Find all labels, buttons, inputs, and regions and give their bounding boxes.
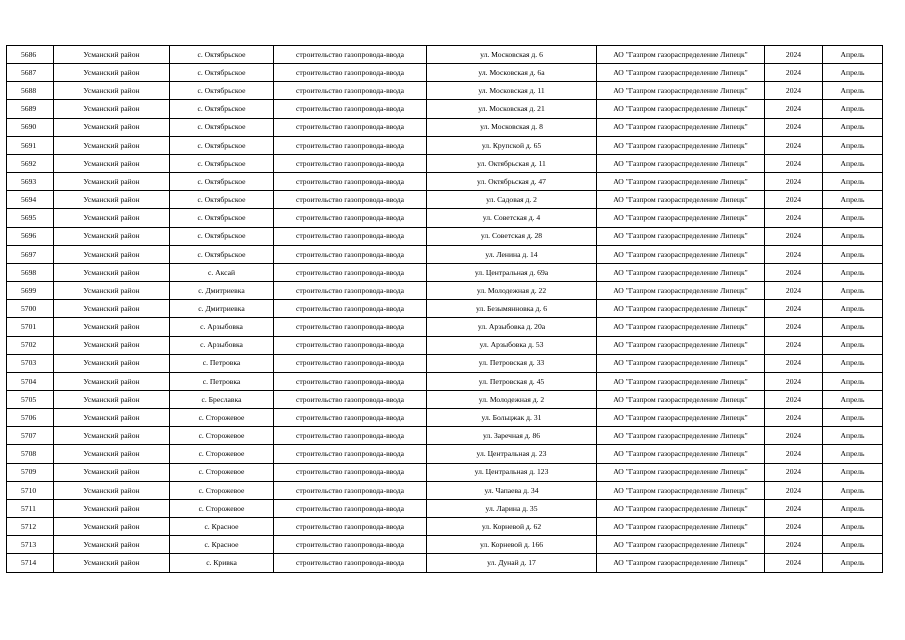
cell-district: Усманский район xyxy=(54,409,170,427)
cell-organization: АО "Газпром газораспределение Липецк" xyxy=(597,227,765,245)
cell-year: 2024 xyxy=(765,154,823,172)
cell-settlement: с. Октябрьское xyxy=(170,64,274,82)
cell-settlement: с. Дмитриевка xyxy=(170,282,274,300)
cell-year: 2024 xyxy=(765,409,823,427)
cell-organization: АО "Газпром газораспределение Липецк" xyxy=(597,427,765,445)
cell-address: ул. Московская д. 8 xyxy=(427,118,597,136)
cell-district: Усманский район xyxy=(54,463,170,481)
cell-district: Усманский район xyxy=(54,300,170,318)
table-row xyxy=(7,191,883,209)
cell-settlement: с. Октябрьское xyxy=(170,136,274,154)
cell-settlement: с. Петровка xyxy=(170,354,274,372)
table-row xyxy=(7,173,883,191)
table-row xyxy=(7,263,883,281)
cell-year: 2024 xyxy=(765,300,823,318)
cell-address: ул. Октябрьская д. 11 xyxy=(427,154,597,172)
cell-number: 5696 xyxy=(7,227,54,245)
cell-work-type: строительство газопровода-ввода xyxy=(274,318,427,336)
cell-month: Апрель xyxy=(823,390,883,408)
cell-district: Усманский район xyxy=(54,445,170,463)
cell-month: Апрель xyxy=(823,263,883,281)
cell-district: Усманский район xyxy=(54,518,170,536)
cell-month: Апрель xyxy=(823,481,883,499)
cell-number: 5692 xyxy=(7,154,54,172)
cell-year: 2024 xyxy=(765,263,823,281)
cell-number: 5701 xyxy=(7,318,54,336)
cell-year: 2024 xyxy=(765,82,823,100)
cell-number: 5690 xyxy=(7,118,54,136)
cell-district: Усманский район xyxy=(54,118,170,136)
cell-settlement: с. Сторожевое xyxy=(170,481,274,499)
table-row xyxy=(7,282,883,300)
table-row xyxy=(7,227,883,245)
table-row xyxy=(7,518,883,536)
cell-number: 5691 xyxy=(7,136,54,154)
cell-year: 2024 xyxy=(765,100,823,118)
cell-number: 5689 xyxy=(7,100,54,118)
cell-settlement: с. Красное xyxy=(170,536,274,554)
cell-number: 5705 xyxy=(7,390,54,408)
cell-year: 2024 xyxy=(765,282,823,300)
cell-settlement: с. Сторожевое xyxy=(170,427,274,445)
cell-organization: АО "Газпром газораспределение Липецк" xyxy=(597,173,765,191)
cell-organization: АО "Газпром газораспределение Липецк" xyxy=(597,463,765,481)
cell-number: 5710 xyxy=(7,481,54,499)
cell-address: ул. Московская д. 21 xyxy=(427,100,597,118)
cell-settlement: с. Бреславка xyxy=(170,390,274,408)
cell-settlement: с. Октябрьское xyxy=(170,209,274,227)
cell-work-type: строительство газопровода-ввода xyxy=(274,390,427,408)
cell-month: Апрель xyxy=(823,282,883,300)
table-body xyxy=(7,46,883,573)
cell-address: ул. Петровская д. 33 xyxy=(427,354,597,372)
cell-year: 2024 xyxy=(765,336,823,354)
cell-number: 5699 xyxy=(7,282,54,300)
table-row xyxy=(7,154,883,172)
cell-work-type: строительство газопровода-ввода xyxy=(274,173,427,191)
cell-address: ул. Петровская д. 45 xyxy=(427,372,597,390)
cell-year: 2024 xyxy=(765,136,823,154)
cell-year: 2024 xyxy=(765,173,823,191)
cell-work-type: строительство газопровода-ввода xyxy=(274,154,427,172)
cell-address: ул. Арзыбовка д. 53 xyxy=(427,336,597,354)
cell-address: ул. Молодежная д. 2 xyxy=(427,390,597,408)
cell-address: ул. Крупской д. 65 xyxy=(427,136,597,154)
table-row xyxy=(7,354,883,372)
cell-month: Апрель xyxy=(823,209,883,227)
cell-organization: АО "Газпром газораспределение Липецк" xyxy=(597,336,765,354)
cell-year: 2024 xyxy=(765,518,823,536)
cell-settlement: с. Октябрьское xyxy=(170,118,274,136)
cell-district: Усманский район xyxy=(54,82,170,100)
table-row xyxy=(7,372,883,390)
table-row xyxy=(7,46,883,64)
cell-number: 5694 xyxy=(7,191,54,209)
cell-settlement: с. Сторожевое xyxy=(170,409,274,427)
cell-district: Усманский район xyxy=(54,499,170,517)
cell-district: Усманский район xyxy=(54,336,170,354)
cell-organization: АО "Газпром газораспределение Липецк" xyxy=(597,282,765,300)
cell-year: 2024 xyxy=(765,463,823,481)
cell-year: 2024 xyxy=(765,118,823,136)
cell-work-type: строительство газопровода-ввода xyxy=(274,354,427,372)
cell-year: 2024 xyxy=(765,427,823,445)
cell-work-type: строительство газопровода-ввода xyxy=(274,499,427,517)
cell-work-type: строительство газопровода-ввода xyxy=(274,245,427,263)
cell-address: ул. Арзыбовка д. 20а xyxy=(427,318,597,336)
cell-year: 2024 xyxy=(765,372,823,390)
cell-organization: АО "Газпром газораспределение Липецк" xyxy=(597,82,765,100)
cell-address: ул. Садовая д. 2 xyxy=(427,191,597,209)
cell-number: 5714 xyxy=(7,554,54,572)
cell-year: 2024 xyxy=(765,64,823,82)
cell-settlement: с. Октябрьское xyxy=(170,191,274,209)
cell-month: Апрель xyxy=(823,445,883,463)
cell-work-type: строительство газопровода-ввода xyxy=(274,518,427,536)
cell-number: 5700 xyxy=(7,300,54,318)
cell-month: Апрель xyxy=(823,82,883,100)
cell-settlement: с. Красное xyxy=(170,518,274,536)
cell-settlement: с. Октябрьское xyxy=(170,46,274,64)
cell-district: Усманский район xyxy=(54,282,170,300)
table-row xyxy=(7,82,883,100)
cell-address: ул. Корневой д. 62 xyxy=(427,518,597,536)
cell-settlement: с. Арзыбовка xyxy=(170,336,274,354)
cell-number: 5713 xyxy=(7,536,54,554)
cell-number: 5704 xyxy=(7,372,54,390)
cell-year: 2024 xyxy=(765,354,823,372)
cell-work-type: строительство газопровода-ввода xyxy=(274,445,427,463)
cell-month: Апрель xyxy=(823,191,883,209)
cell-district: Усманский район xyxy=(54,227,170,245)
cell-work-type: строительство газопровода-ввода xyxy=(274,554,427,572)
cell-address: ул. Ленина д. 14 xyxy=(427,245,597,263)
cell-work-type: строительство газопровода-ввода xyxy=(274,372,427,390)
cell-district: Усманский район xyxy=(54,318,170,336)
cell-year: 2024 xyxy=(765,499,823,517)
cell-organization: АО "Газпром газораспределение Липецк" xyxy=(597,318,765,336)
cell-number: 5698 xyxy=(7,263,54,281)
cell-address: ул. Безымянновка д. 6 xyxy=(427,300,597,318)
cell-address: ул. Больцжак д. 31 xyxy=(427,409,597,427)
cell-month: Апрель xyxy=(823,409,883,427)
cell-month: Апрель xyxy=(823,554,883,572)
cell-month: Апрель xyxy=(823,136,883,154)
cell-number: 5702 xyxy=(7,336,54,354)
cell-district: Усманский район xyxy=(54,100,170,118)
cell-address: ул. Чапаева д. 34 xyxy=(427,481,597,499)
cell-year: 2024 xyxy=(765,481,823,499)
cell-organization: АО "Газпром газораспределение Липецк" xyxy=(597,481,765,499)
cell-address: ул. Московская д. 6 xyxy=(427,46,597,64)
cell-settlement: с. Октябрьское xyxy=(170,82,274,100)
cell-work-type: строительство газопровода-ввода xyxy=(274,64,427,82)
cell-work-type: строительство газопровода-ввода xyxy=(274,536,427,554)
cell-month: Апрель xyxy=(823,499,883,517)
table-row xyxy=(7,300,883,318)
cell-work-type: строительство газопровода-ввода xyxy=(274,46,427,64)
cell-district: Усманский район xyxy=(54,263,170,281)
cell-organization: АО "Газпром газораспределение Липецк" xyxy=(597,100,765,118)
cell-work-type: строительство газопровода-ввода xyxy=(274,282,427,300)
cell-work-type: строительство газопровода-ввода xyxy=(274,336,427,354)
table-row xyxy=(7,409,883,427)
cell-settlement: с. Сторожевое xyxy=(170,445,274,463)
cell-number: 5693 xyxy=(7,173,54,191)
cell-organization: АО "Газпром газораспределение Липецк" xyxy=(597,445,765,463)
cell-work-type: строительство газопровода-ввода xyxy=(274,427,427,445)
cell-month: Апрель xyxy=(823,427,883,445)
cell-number: 5707 xyxy=(7,427,54,445)
cell-address: ул. Московская д. 11 xyxy=(427,82,597,100)
cell-month: Апрель xyxy=(823,518,883,536)
cell-address: ул. Дунай д. 17 xyxy=(427,554,597,572)
cell-settlement: с. Аксай xyxy=(170,263,274,281)
gas-works-table xyxy=(6,45,883,573)
cell-number: 5695 xyxy=(7,209,54,227)
cell-district: Усманский район xyxy=(54,46,170,64)
cell-address: ул. Заречная д. 86 xyxy=(427,427,597,445)
cell-number: 5703 xyxy=(7,354,54,372)
cell-district: Усманский район xyxy=(54,64,170,82)
cell-number: 5709 xyxy=(7,463,54,481)
cell-organization: АО "Газпром газораспределение Липецк" xyxy=(597,499,765,517)
cell-organization: АО "Газпром газораспределение Липецк" xyxy=(597,300,765,318)
cell-month: Апрель xyxy=(823,318,883,336)
cell-district: Усманский район xyxy=(54,154,170,172)
cell-address: ул. Октябрьская д. 47 xyxy=(427,173,597,191)
cell-address: ул. Центральная д. 69а xyxy=(427,263,597,281)
cell-work-type: строительство газопровода-ввода xyxy=(274,136,427,154)
cell-address: ул. Центральная д. 23 xyxy=(427,445,597,463)
cell-address: ул. Центральная д. 123 xyxy=(427,463,597,481)
table-row xyxy=(7,64,883,82)
cell-month: Апрель xyxy=(823,354,883,372)
cell-month: Апрель xyxy=(823,64,883,82)
cell-work-type: строительство газопровода-ввода xyxy=(274,300,427,318)
cell-organization: АО "Газпром газораспределение Липецк" xyxy=(597,46,765,64)
cell-district: Усманский район xyxy=(54,136,170,154)
cell-year: 2024 xyxy=(765,191,823,209)
cell-number: 5706 xyxy=(7,409,54,427)
cell-month: Апрель xyxy=(823,154,883,172)
cell-month: Апрель xyxy=(823,100,883,118)
cell-address: ул. Советская д. 28 xyxy=(427,227,597,245)
cell-organization: АО "Газпром газораспределение Липецк" xyxy=(597,354,765,372)
cell-year: 2024 xyxy=(765,227,823,245)
cell-work-type: строительство газопровода-ввода xyxy=(274,263,427,281)
cell-settlement: с. Октябрьское xyxy=(170,100,274,118)
cell-month: Апрель xyxy=(823,46,883,64)
cell-month: Апрель xyxy=(823,372,883,390)
cell-district: Усманский район xyxy=(54,427,170,445)
cell-district: Усманский район xyxy=(54,245,170,263)
cell-settlement: с. Октябрьское xyxy=(170,227,274,245)
cell-district: Усманский район xyxy=(54,354,170,372)
table-row xyxy=(7,136,883,154)
cell-address: ул. Московская д. 6а xyxy=(427,64,597,82)
cell-month: Апрель xyxy=(823,463,883,481)
cell-address: ул. Советская д. 4 xyxy=(427,209,597,227)
cell-settlement: с. Октябрьское xyxy=(170,173,274,191)
table-row xyxy=(7,118,883,136)
cell-year: 2024 xyxy=(765,318,823,336)
cell-organization: АО "Газпром газораспределение Липецк" xyxy=(597,118,765,136)
table-row xyxy=(7,554,883,572)
cell-settlement: с. Кривка xyxy=(170,554,274,572)
cell-work-type: строительство газопровода-ввода xyxy=(274,82,427,100)
table-row xyxy=(7,536,883,554)
cell-settlement: с. Арзыбовка xyxy=(170,318,274,336)
cell-organization: АО "Газпром газораспределение Липецк" xyxy=(597,518,765,536)
table-row xyxy=(7,318,883,336)
cell-address: ул. Ларина д. 35 xyxy=(427,499,597,517)
table-row xyxy=(7,463,883,481)
table-row xyxy=(7,245,883,263)
cell-organization: АО "Газпром газораспределение Липецк" xyxy=(597,554,765,572)
table-row xyxy=(7,209,883,227)
cell-district: Усманский район xyxy=(54,191,170,209)
cell-year: 2024 xyxy=(765,554,823,572)
cell-district: Усманский район xyxy=(54,481,170,499)
cell-organization: АО "Газпром газораспределение Липецк" xyxy=(597,390,765,408)
cell-work-type: строительство газопровода-ввода xyxy=(274,100,427,118)
cell-settlement: с. Октябрьское xyxy=(170,245,274,263)
cell-district: Усманский район xyxy=(54,536,170,554)
cell-month: Апрель xyxy=(823,227,883,245)
cell-year: 2024 xyxy=(765,445,823,463)
cell-month: Апрель xyxy=(823,336,883,354)
table-row xyxy=(7,481,883,499)
cell-year: 2024 xyxy=(765,390,823,408)
cell-settlement: с. Сторожевое xyxy=(170,463,274,481)
cell-month: Апрель xyxy=(823,118,883,136)
cell-month: Апрель xyxy=(823,536,883,554)
cell-organization: АО "Газпром газораспределение Липецк" xyxy=(597,136,765,154)
cell-number: 5708 xyxy=(7,445,54,463)
cell-month: Апрель xyxy=(823,245,883,263)
cell-organization: АО "Газпром газораспределение Липецк" xyxy=(597,536,765,554)
cell-year: 2024 xyxy=(765,536,823,554)
cell-work-type: строительство газопровода-ввода xyxy=(274,481,427,499)
cell-year: 2024 xyxy=(765,209,823,227)
cell-settlement: с. Сторожевое xyxy=(170,499,274,517)
table-row xyxy=(7,390,883,408)
cell-year: 2024 xyxy=(765,46,823,64)
cell-number: 5688 xyxy=(7,82,54,100)
cell-address: ул. Молодежная д. 22 xyxy=(427,282,597,300)
table-row xyxy=(7,499,883,517)
table-row xyxy=(7,336,883,354)
cell-organization: АО "Газпром газораспределение Липецк" xyxy=(597,154,765,172)
cell-district: Усманский район xyxy=(54,554,170,572)
cell-organization: АО "Газпром газораспределение Липецк" xyxy=(597,372,765,390)
cell-month: Апрель xyxy=(823,173,883,191)
cell-settlement: с. Октябрьское xyxy=(170,154,274,172)
table-row xyxy=(7,100,883,118)
cell-organization: АО "Газпром газораспределение Липецк" xyxy=(597,409,765,427)
cell-district: Усманский район xyxy=(54,173,170,191)
cell-district: Усманский район xyxy=(54,390,170,408)
cell-work-type: строительство газопровода-ввода xyxy=(274,209,427,227)
table-row xyxy=(7,445,883,463)
cell-work-type: строительство газопровода-ввода xyxy=(274,409,427,427)
cell-number: 5697 xyxy=(7,245,54,263)
cell-number: 5687 xyxy=(7,64,54,82)
cell-district: Усманский район xyxy=(54,209,170,227)
cell-year: 2024 xyxy=(765,245,823,263)
cell-organization: АО "Газпром газораспределение Липецк" xyxy=(597,263,765,281)
cell-settlement: с. Дмитриевка xyxy=(170,300,274,318)
cell-organization: АО "Газпром газораспределение Липецк" xyxy=(597,245,765,263)
cell-organization: АО "Газпром газораспределение Липецк" xyxy=(597,209,765,227)
cell-month: Апрель xyxy=(823,300,883,318)
cell-organization: АО "Газпром газораспределение Липецк" xyxy=(597,191,765,209)
cell-number: 5712 xyxy=(7,518,54,536)
cell-work-type: строительство газопровода-ввода xyxy=(274,191,427,209)
table-row xyxy=(7,427,883,445)
cell-settlement: с. Петровка xyxy=(170,372,274,390)
cell-number: 5711 xyxy=(7,499,54,517)
cell-organization: АО "Газпром газораспределение Липецк" xyxy=(597,64,765,82)
cell-work-type: строительство газопровода-ввода xyxy=(274,463,427,481)
cell-number: 5686 xyxy=(7,46,54,64)
cell-district: Усманский район xyxy=(54,372,170,390)
cell-work-type: строительство газопровода-ввода xyxy=(274,227,427,245)
cell-work-type: строительство газопровода-ввода xyxy=(274,118,427,136)
cell-address: ул. Корневой д. 166 xyxy=(427,536,597,554)
